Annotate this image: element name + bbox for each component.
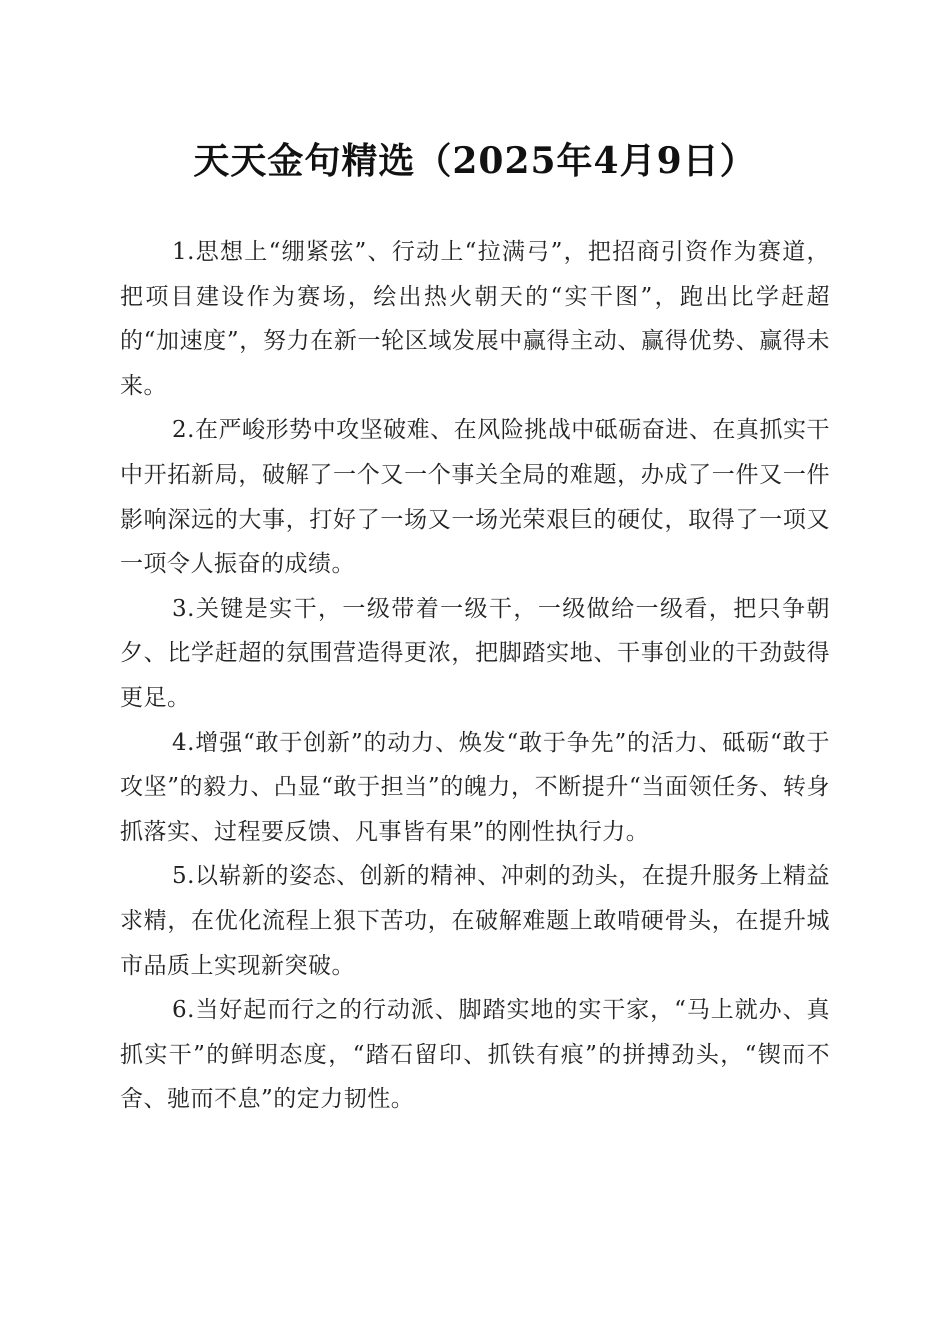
document-body xyxy=(120,230,830,1122)
paragraph-1: 1.思想上“绷紧弦”、行动上“拉满弓”，把招商引资作为赛道，把项目建设作为赛场，绘出热火朝天的“实干图”，跑出比学赶超的“加速度”，努力在新一轮区域发展中赢得主动、赢得优势、赢得未来。 xyxy=(120,239,830,399)
paragraph-6: 6.当好起而行之的行动派、脚踏实地的实干家，“马上就办、真抓实干”的鲜明态度，“踏石留印、抓铁有痕”的拼搏劲头，“锲而不舍、驰而不息”的定力韧性。 xyxy=(120,997,830,1113)
paragraph-2: 2.在严峻形势中攻坚破难、在风险挑战中砥砺奋进、在真抓实干中开拓新局，破解了一个又一个事关全局的难题，办成了一件又一件影响深远的大事，打好了一场又一场光荣艰巨的硬仗，取得了一项又一项令人振奋的成绩。 xyxy=(120,417,830,578)
paragraph-4: 4.增强“敢于创新”的动力、焕发“敢于争先”的活力、砥砺“敢于攻坚”的毅力、凸显“敢于担当”的魄力，不断提升“当面领任务、转身抓落实、过程要反馈、凡事皆有果”的刚性执行力。 xyxy=(120,729,830,845)
paragraph-5: 5.以崭新的姿态、创新的精神、冲刺的劲头，在提升服务上精益求精，在优化流程上狠下苦功，在破解难题上敢啃硬骨头，在提升城市品质上实现新突破。 xyxy=(120,863,830,979)
document-title: 天天金句精选（2025年4月9日） xyxy=(193,140,757,182)
paragraph-3: 3.关键是实干，一级带着一级干，一级做给一级看，把只争朝夕、比学赶超的氛围营造得更浓，把脚踏实地、干事创业的干劲鼓得更足。 xyxy=(120,595,830,711)
